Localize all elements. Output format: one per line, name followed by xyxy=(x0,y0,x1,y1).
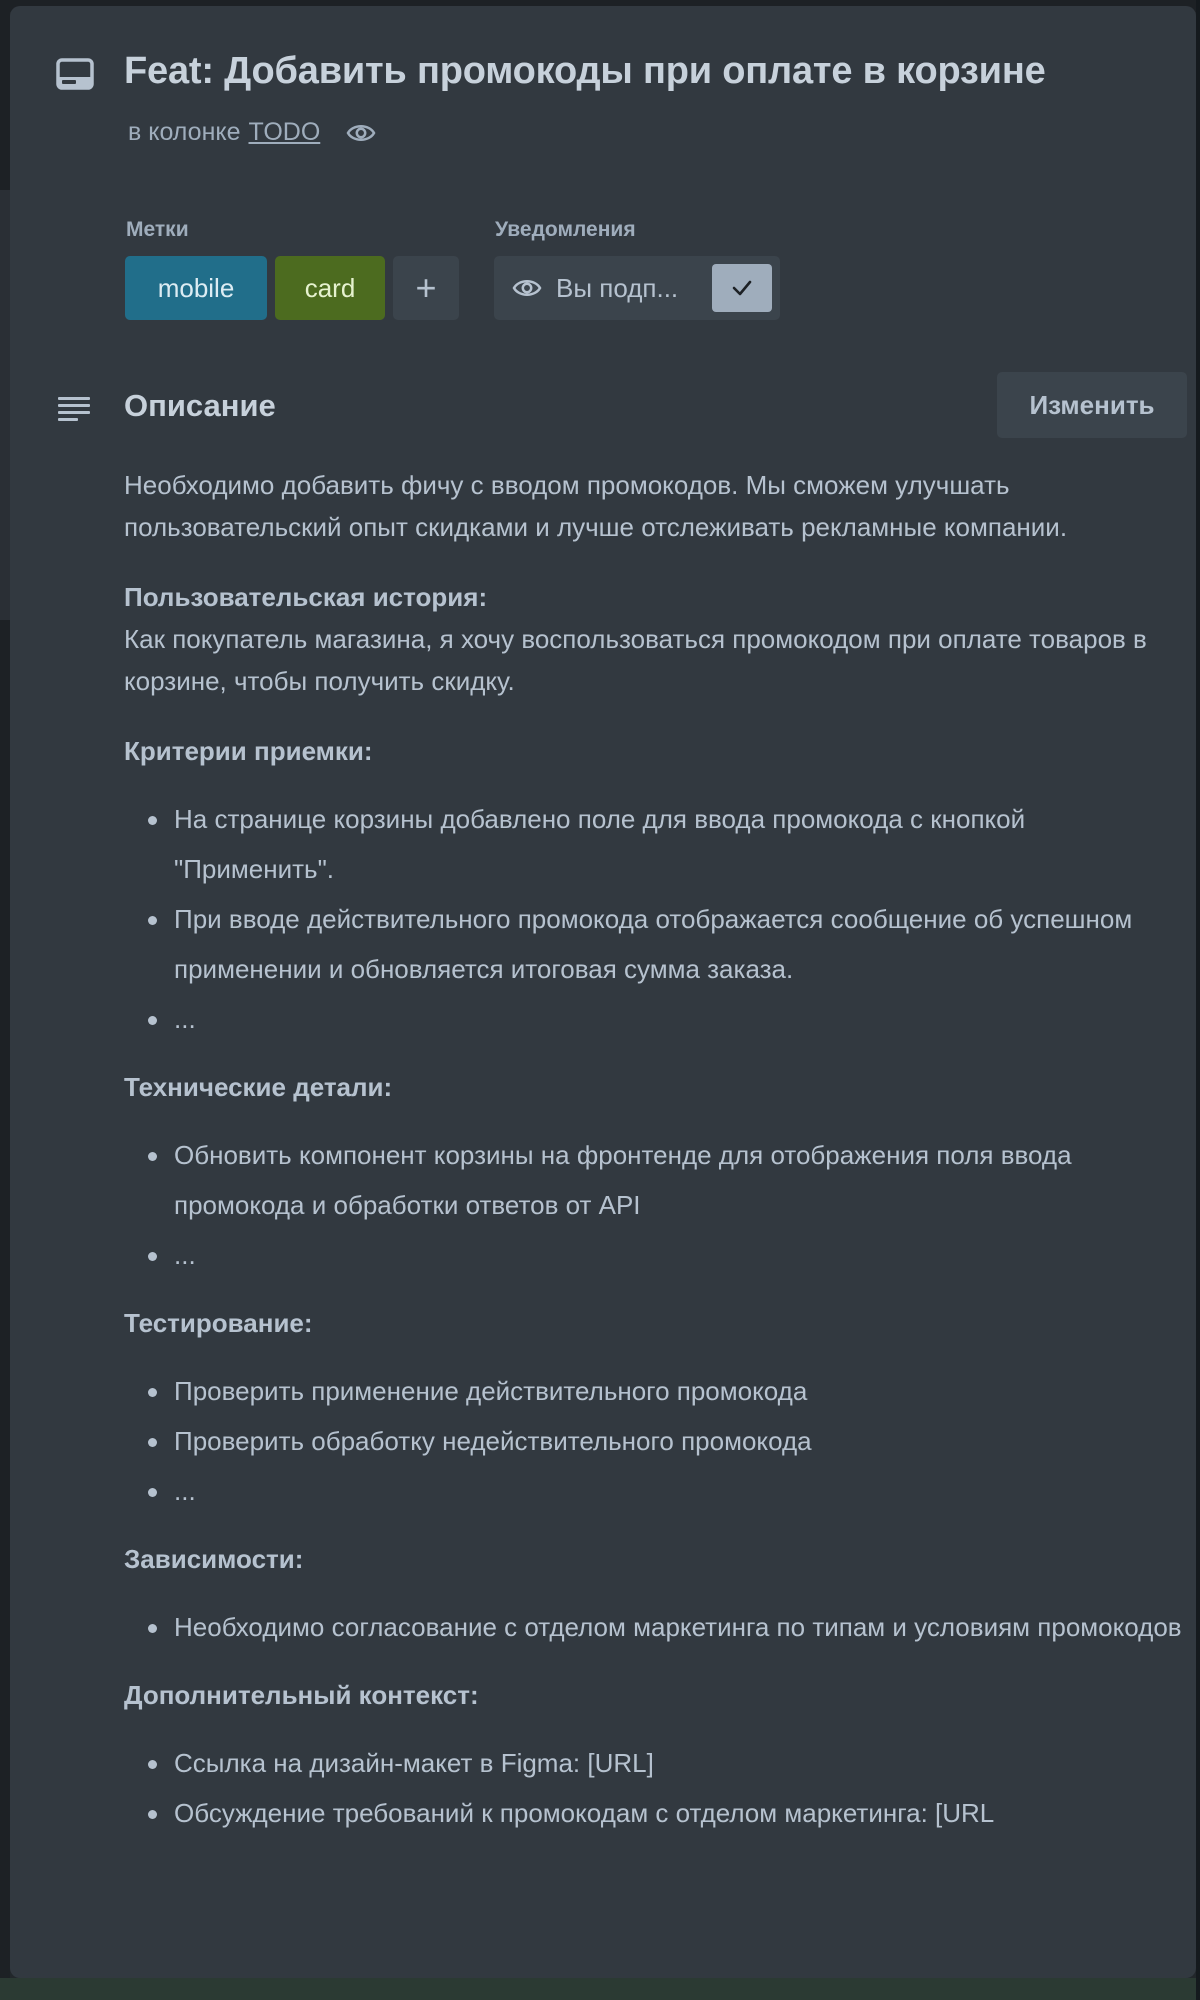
context-list xyxy=(124,1738,1184,1838)
notifications-section-title: Уведомления xyxy=(495,218,636,241)
in-column-prefix: в колонке xyxy=(128,118,241,146)
list-item: Проверить применение действительного промокода xyxy=(124,1366,1184,1416)
add-label-button[interactable]: + xyxy=(393,256,459,320)
deps-heading: Зависимости: xyxy=(124,1544,304,1574)
watch-button-label: Вы подп... xyxy=(556,272,679,303)
list-item: Обсуждение требований к промокодам с отделом маркетинга: [URL xyxy=(124,1788,1184,1838)
tech-heading: Технические детали: xyxy=(124,1072,393,1102)
testing-list xyxy=(124,1366,1184,1516)
list-item: Обновить компонент корзины на фронтенде для отображения поля ввода промокода и обработки ответов от API xyxy=(124,1130,1184,1230)
text-lines-icon xyxy=(56,394,92,424)
labels-row xyxy=(125,256,459,320)
description-title: Описание xyxy=(124,388,276,423)
eye-icon xyxy=(512,277,542,299)
column-link[interactable]: TODO xyxy=(248,118,321,146)
list-item: Проверить обработку недействительного промокода xyxy=(124,1416,1184,1466)
board-right-strip xyxy=(1196,0,1200,2000)
description-intro: Необходимо добавить фичу с вводом промокодов. Мы сможем улучшать пользовательский опыт скидками и лучше отслеживать рекламные компании. xyxy=(124,470,1068,542)
label-mobile[interactable]: mobile xyxy=(125,256,267,320)
label-card[interactable]: card xyxy=(275,256,385,320)
tech-list xyxy=(124,1130,1184,1280)
edit-description-button[interactable]: Изменить xyxy=(997,372,1187,438)
user-story-text: Как покупатель магазина, я хочу воспользоваться промокодом при оплате товаров в корзине, чтобы получить скидку. xyxy=(124,624,1147,696)
list-item: При вводе действительного промокода отображается сообщение об успешном применении и обновляется итоговая сумма заказа. xyxy=(124,894,1184,994)
watch-button[interactable] xyxy=(494,256,780,320)
card-location xyxy=(128,118,376,147)
user-story-heading: Пользовательская история: xyxy=(124,582,488,612)
card-title[interactable]: Feat: Добавить промокоды при оплате в корзине xyxy=(124,50,1046,92)
eye-icon[interactable] xyxy=(346,122,376,144)
list-item: На странице корзины добавлено поле для ввода промокода с кнопкой "Применить". xyxy=(124,794,1184,894)
deps-list xyxy=(124,1602,1184,1652)
list-item: ... xyxy=(124,1466,1184,1516)
card-detail-modal xyxy=(10,6,1196,1978)
list-item: ... xyxy=(124,1230,1184,1280)
check-icon xyxy=(712,264,772,312)
acceptance-list xyxy=(124,794,1184,1044)
labels-section-title: Метки xyxy=(126,218,189,241)
testing-heading: Тестирование: xyxy=(124,1308,313,1338)
list-item: ... xyxy=(124,994,1184,1044)
description-body[interactable] xyxy=(124,464,1184,1838)
acceptance-heading: Критерии приемки: xyxy=(124,736,373,766)
context-heading: Дополнительный контекст: xyxy=(124,1680,479,1710)
board-left-card xyxy=(0,190,10,620)
board-bottom-strip xyxy=(0,1978,1200,2000)
card-icon xyxy=(56,58,94,90)
list-item: Необходимо согласование с отделом маркетинга по типам и условиям промокодов xyxy=(124,1602,1184,1652)
list-item: Ссылка на дизайн-макет в Figma: [URL] xyxy=(124,1738,1184,1788)
